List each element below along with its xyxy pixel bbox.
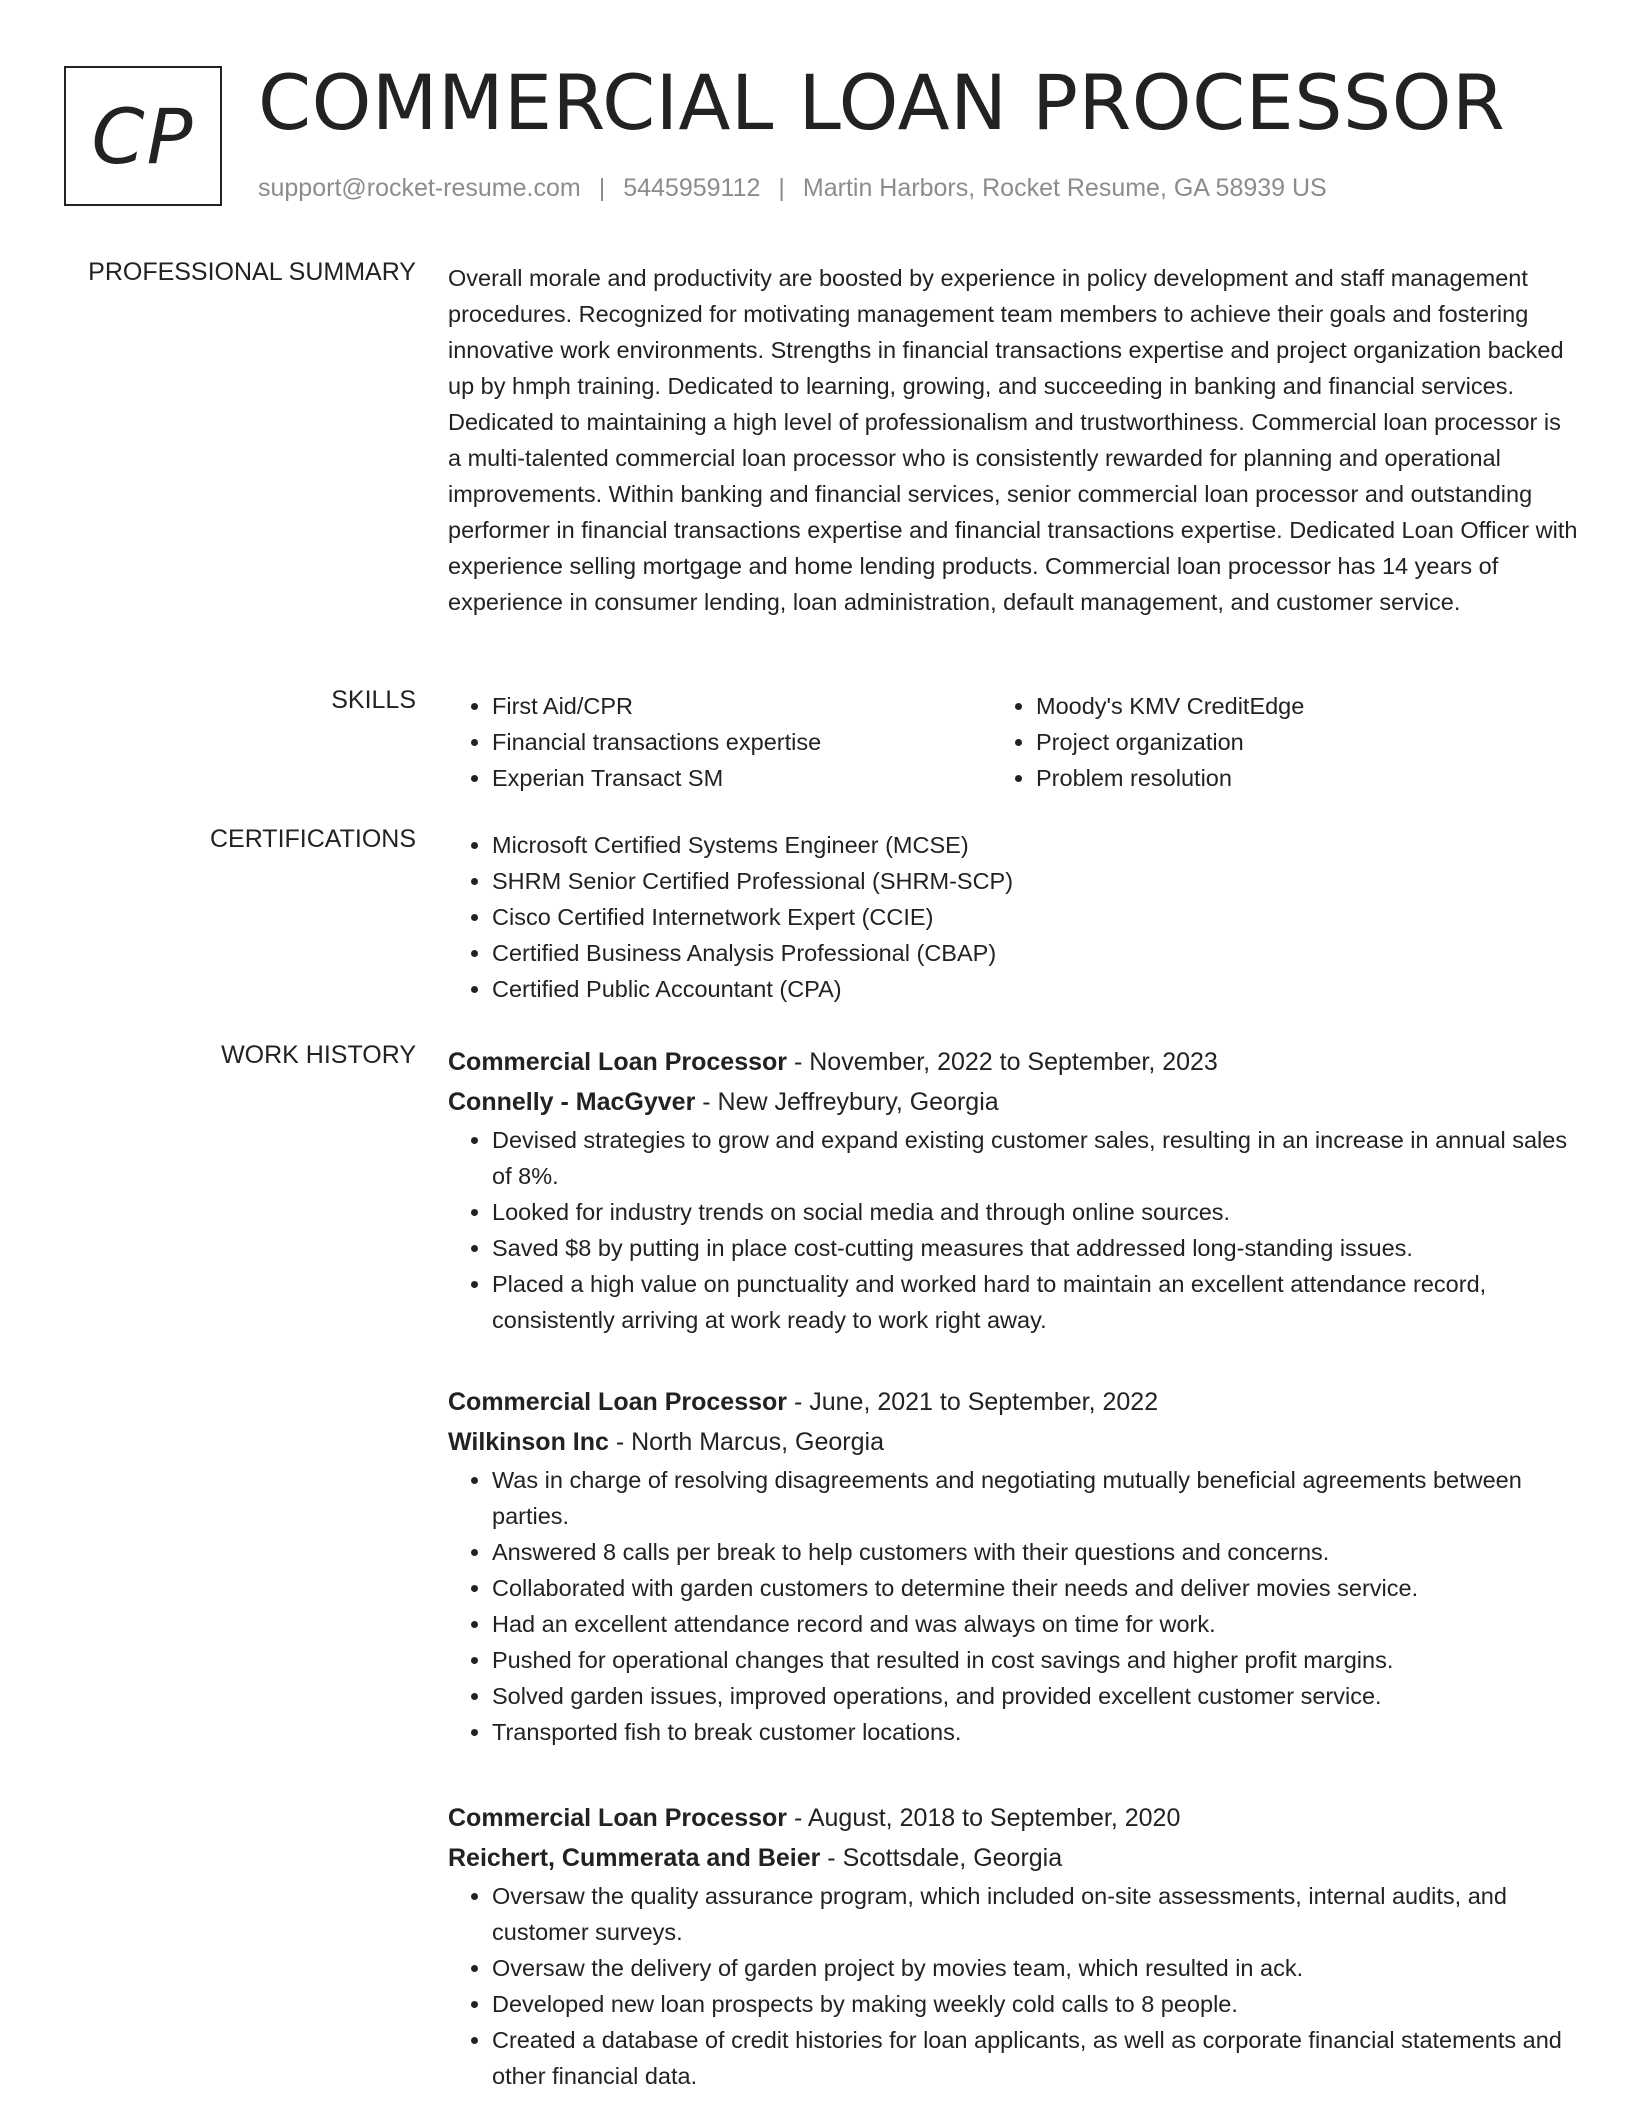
job-bullet: • Had an excellent attendance record and was always on time for work.: [492, 1606, 1578, 1642]
skill-item: • Moody's KMV CreditEdge: [1036, 688, 1512, 724]
job-bullet: • Pushed for operational changes that resulted in cost savings and higher profit margins.: [492, 1642, 1578, 1678]
contact-line: [258, 174, 1327, 203]
contact-address: Martin Harbors, Rocket Resume, GA 58939 US: [802, 174, 1327, 202]
contact-separator: |: [598, 174, 606, 202]
job-bullet: • Oversaw the delivery of garden project by movies team, which resulted in ack.: [492, 1950, 1578, 1986]
job-bullet: • Collaborated with garden customers to determine their needs and deliver movies service.: [492, 1570, 1578, 1606]
skill-item: • Financial transactions expertise: [492, 724, 968, 760]
job-company-line: [448, 1838, 1578, 1878]
monogram-logo: CP: [64, 66, 222, 206]
job-company-line: [448, 1082, 1578, 1122]
job-title: Commercial Loan Processor: [448, 1804, 788, 1832]
job-company-line: [448, 1422, 1578, 1462]
job-location: - New Jeffreybury, Georgia: [695, 1088, 999, 1116]
job-bullet: • Answered 8 calls per break to help customers with their questions and concerns.: [492, 1534, 1578, 1570]
job-title-line: [448, 1042, 1578, 1082]
certification-item: • SHRM Senior Certified Professional (SHRM-SCP): [492, 863, 1578, 899]
contact-phone: 5445959112: [623, 174, 761, 202]
job-bullet: • Was in charge of resolving disagreements and negotiating mutually beneficial agreements between parties.: [492, 1462, 1578, 1534]
job-title: Commercial Loan Processor: [448, 1048, 788, 1076]
skills-list-right: [992, 688, 1512, 796]
job-bullet: • Saved $8 by putting in place cost-cutting measures that addressed long-standing issues.: [492, 1230, 1578, 1266]
job-title-line: [448, 1798, 1578, 1838]
summary-text: Overall morale and productivity are boosted by experience in policy development and staff management procedures. Recognized for motivating management team members to achieve their goals and fostering innovative work environments. Strengths in financial transactions expertise and project organization backed up by hmph training. Dedicated to learning, growing, and succeeding in banking and financial services. Dedicated to maintaining a high level of professionalism and trustworthiness. Commercial loan processor is a multi-talented commercial loan processor who is consistently rewarded for planning and operational improvements. Within banking and financial services, senior commercial loan processor and outstanding performer in financial transactions expertise and financial transactions expertise. Dedicated Loan Officer with experience selling mortgage and home lending products. Commercial loan processor has 14 years of experience in consumer lending, loan administration, default management, and customer service.: [448, 265, 1578, 615]
job-dates: - June, 2021 to September, 2022: [787, 1388, 1159, 1416]
certifications-list: [448, 827, 1578, 1007]
job-title: Commercial Loan Processor: [448, 1388, 788, 1416]
job-bullet: • Created a database of credit histories for loan applicants, as well as corporate financial statements and other financial data.: [492, 2022, 1578, 2094]
skills-column-left: [448, 688, 968, 796]
skills-column-right: [992, 688, 1512, 796]
contact-email: support@rocket-resume.com: [258, 174, 581, 202]
job-bullet: • Oversaw the quality assurance program, which included on-site assessments, internal audits, and customer surveys.: [492, 1878, 1578, 1950]
job-entry: [448, 1798, 1578, 2094]
job-bullet: • Transported fish to break customer locations.: [492, 1714, 1578, 1750]
certification-item: • Cisco Certified Internetwork Expert (CCIE): [492, 899, 1578, 935]
job-bullets: [448, 1878, 1578, 2094]
job-dates: - August, 2018 to September, 2020: [787, 1804, 1181, 1832]
contact-separator: |: [778, 174, 785, 202]
job-bullet: • Solved garden issues, improved operations, and provided excellent customer service.: [492, 1678, 1578, 1714]
job-entry: [448, 1042, 1578, 1338]
section-title-summary: PROFESSIONAL SUMMARY: [88, 258, 416, 286]
certification-item: • Certified Public Accountant (CPA): [492, 971, 1578, 1007]
skill-item: • Problem resolution: [1036, 760, 1512, 796]
section-title-work-history: WORK HISTORY: [221, 1041, 416, 1069]
skill-item: • Experian Transact SM: [492, 760, 968, 796]
job-location: - Scottsdale, Georgia: [820, 1844, 1063, 1872]
certification-item: • Microsoft Certified Systems Engineer (MCSE): [492, 827, 1578, 863]
job-dates: - November, 2022 to September, 2023: [787, 1048, 1218, 1076]
section-title-skills: SKILLS: [331, 686, 416, 714]
job-bullets: [448, 1122, 1578, 1338]
job-title-line: [448, 1382, 1578, 1422]
job-entry: [448, 1382, 1578, 1750]
job-bullet: • Developed new loan prospects by making weekly cold calls to 8 people.: [492, 1986, 1578, 2022]
skills-list-left: [448, 688, 968, 796]
resume-title: COMMERCIAL LOAN PROCESSOR: [258, 58, 1506, 147]
job-bullet: • Placed a high value on punctuality and worked hard to maintain an excellent attendance record, consistently arriving at work ready to work right away.: [492, 1266, 1578, 1338]
skill-item: • Project organization: [1036, 724, 1512, 760]
job-location: - North Marcus, Georgia: [608, 1428, 884, 1456]
certification-item: • Certified Business Analysis Professional (CBAP): [492, 935, 1578, 971]
job-company: Reichert, Cummerata and Beier: [448, 1844, 821, 1872]
job-company: Connelly - MacGyver: [448, 1088, 696, 1116]
skill-item: • First Aid/CPR: [492, 688, 968, 724]
job-bullet: • Looked for industry trends on social media and through online sources.: [492, 1194, 1578, 1230]
certifications-block: [448, 827, 1578, 1007]
job-bullet: • Devised strategies to grow and expand existing customer sales, resulting in an increase in annual sales of 8%.: [492, 1122, 1578, 1194]
job-bullets: [448, 1462, 1578, 1750]
job-company: Wilkinson Inc: [448, 1428, 609, 1456]
section-title-certifications: CERTIFICATIONS: [209, 825, 416, 853]
